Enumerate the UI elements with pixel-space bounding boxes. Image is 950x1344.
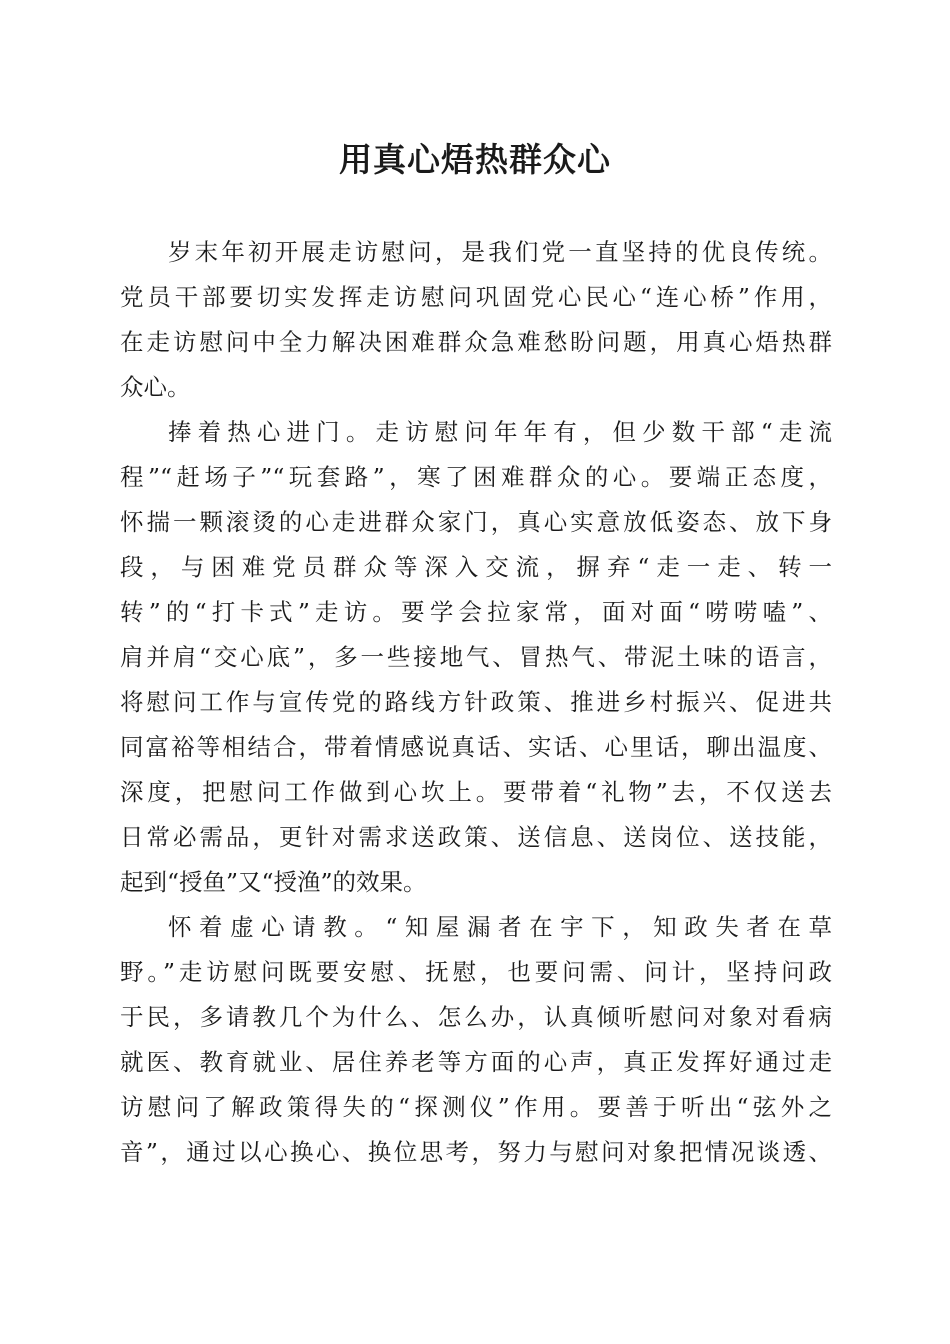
paragraph-3-line-4: 就医、教育就业、居住养老等方面的心声，真正发挥好通过走 bbox=[120, 1048, 832, 1076]
paragraph-2-line-8: 同富裕等相结合，带着情感说真话、实话、心里话，聊出温度、 bbox=[120, 733, 832, 761]
paragraph-2-line-7: 将慰问工作与宣传党的路线方针政策、推进乡村振兴、促进共 bbox=[120, 688, 832, 716]
paragraph-2-line-6: 肩并肩“交心底”，多一些接地气、冒热气、带泥土味的语言， bbox=[120, 643, 832, 671]
paragraph-2-line-2: 程”“赶场子”“玩套路”，寒了困难群众的心。要端正态度， bbox=[120, 463, 832, 491]
paragraph-1-line-3: 在走访慰问中全力解决困难群众急难愁盼问题，用真心焐热群 bbox=[120, 328, 832, 356]
paragraph-2-line-1: 捧着热心进门。走访慰问年年有，但少数干部“走流 bbox=[168, 418, 832, 446]
paragraph-3-line-1: 怀着虚心请教。“知屋漏者在宇下，知政失者在草 bbox=[168, 913, 832, 941]
document-body bbox=[120, 230, 832, 1175]
paragraph-2-line-3: 怀揣一颗滚烫的心走进群众家门，真心实意放低姿态、放下身 bbox=[120, 508, 832, 536]
paragraph-2-line-10: 日常必需品，更针对需求送政策、送信息、送岗位、送技能， bbox=[120, 823, 832, 851]
paragraph-2-line-11: 起到“授鱼”又“授渔”的效果。 bbox=[120, 868, 427, 896]
paragraph-1-line-4: 众心。 bbox=[120, 373, 191, 401]
paragraph-3-line-5: 访慰问了解政策得失的“探测仪”作用。要善于听出“弦外之 bbox=[120, 1093, 832, 1121]
paragraph-1-line-1: 岁末年初开展走访慰问，是我们党一直坚持的优良传统。 bbox=[168, 238, 832, 266]
paragraph-3-line-3: 于民，多请教几个为什么、怎么办，认真倾听慰问对象对看病 bbox=[120, 1003, 832, 1031]
paragraph-3-line-2: 野。”走访慰问既要安慰、抚慰，也要问需、问计，坚持问政 bbox=[120, 958, 832, 986]
paragraph-2-line-5: 转”的“打卡式”走访。要学会拉家常，面对面“唠唠嗑”、 bbox=[120, 598, 832, 626]
document-title: 用真心焐热群众心 bbox=[339, 140, 611, 179]
paragraph-1-line-2: 党员干部要切实发挥走访慰问巩固党心民心“连心桥”作用， bbox=[120, 283, 832, 311]
paragraph-2-line-4: 段，与困难党员群众等深入交流，摒弃“走一走、转一 bbox=[120, 553, 832, 581]
paragraph-3-line-6: 音”，通过以心换心、换位思考，努力与慰问对象把情况谈透、 bbox=[120, 1138, 832, 1166]
paragraph-2-line-9: 深度，把慰问工作做到心坎上。要带着“礼物”去，不仅送去 bbox=[120, 778, 832, 806]
